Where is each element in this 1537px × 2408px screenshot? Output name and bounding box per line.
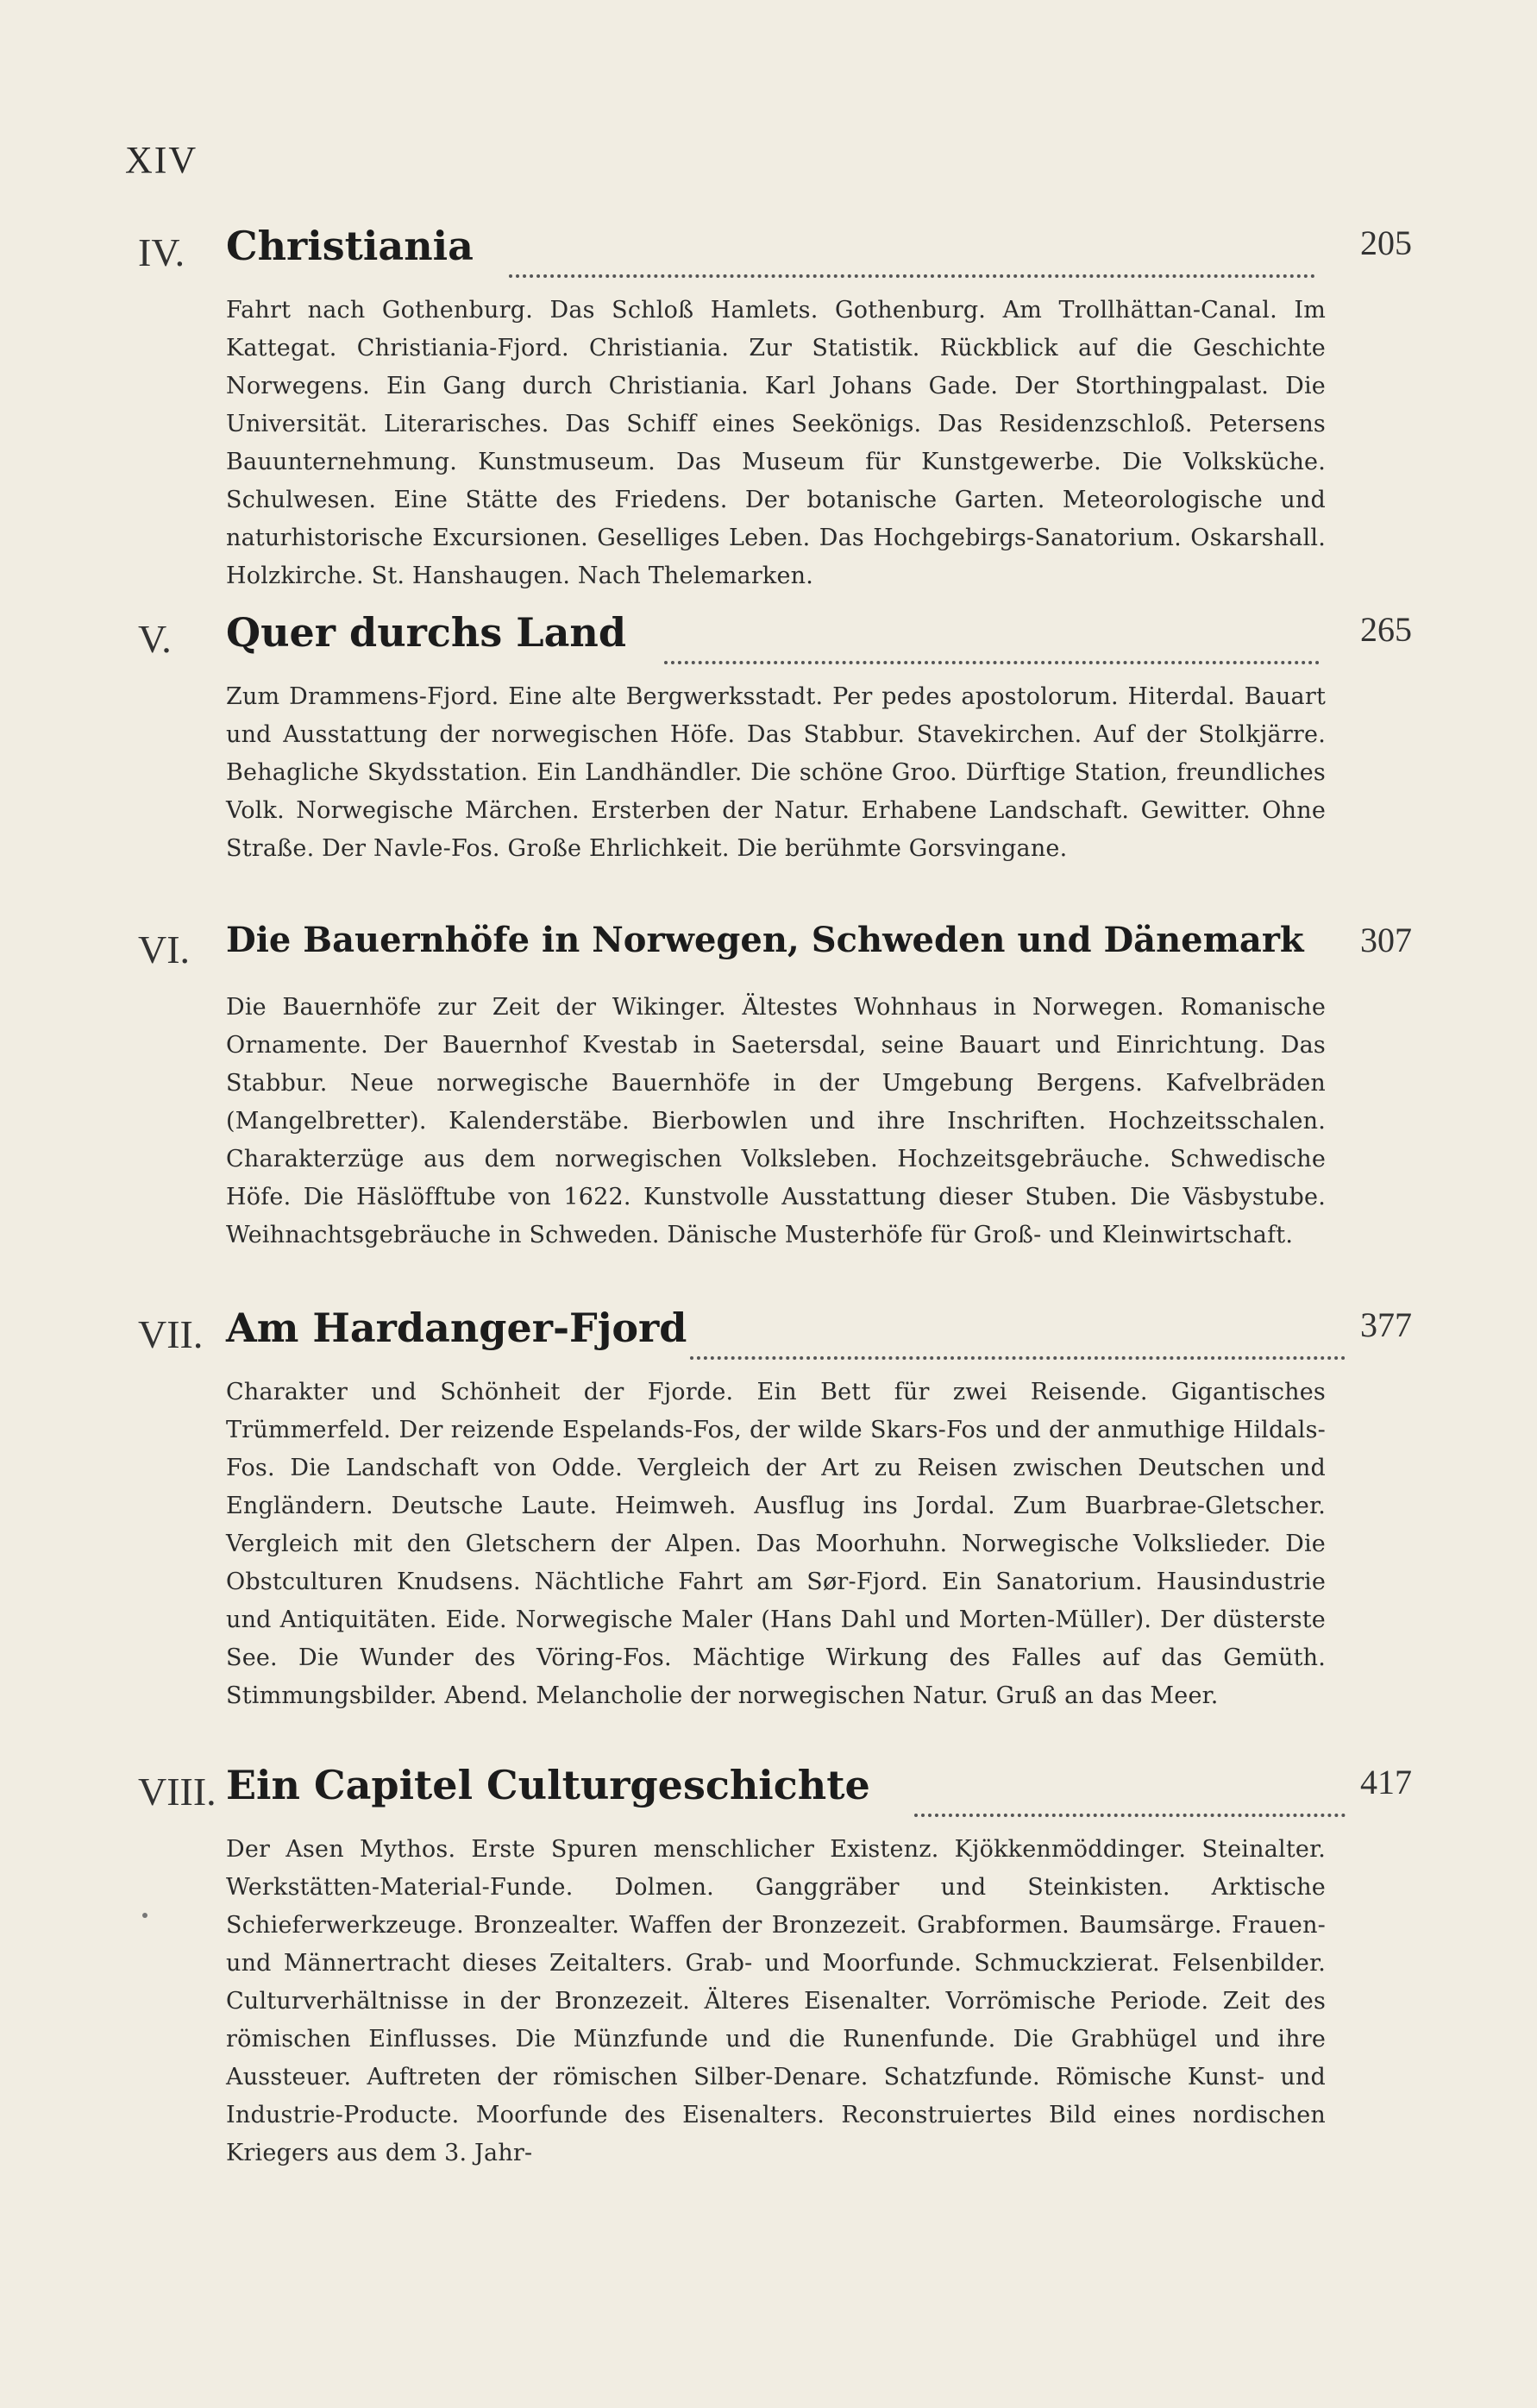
chapter-title: Am Hardanger-Fjord	[226, 1305, 687, 1351]
chapter-heading	[0, 920, 1537, 989]
margin-mark	[142, 1913, 147, 1918]
chapter-summary: Charakter und Schönheit der Fjorde. Ein Bett für zwei Reisende. Gigantisches Trümmerfeld. Der reizende Espelands-Fos, der wilde Skars-Fos und der anmuthige Hildals-Fos. Die Landschaft von Odde. Vergleich der Art zu Reisen zwischen Deutschen und Engländern. Deutsche Laute. Heimweh. Ausflug ins Jordal. Zum Buarbrae-Gletscher. Vergleich mit den Gletschern der Alpen. Das Moorhuhn. Norwegische Volkslieder. Die Obstculturen Knudsens. Nächtliche Fahrt am Sør-Fjord. Ein Sanatorium. Hausindustrie und Antiquitäten. Eide. Norwegische Maler (Hans Dahl und Morten-Müller). Der düsterste See. Die Wunder des Vöring-Fos. Mächtige Wirkung des Falles auf das Gemüth. Stimmungsbilder. Abend. Melancholie der norwegischen Natur. Gruß an das Meer.	[226, 1379, 1326, 1709]
chapter-page-number: 205	[1360, 223, 1412, 262]
chapter-numeral: IV.	[138, 230, 185, 274]
dot-leader	[509, 223, 1315, 278]
chapter-numeral: V.	[138, 617, 172, 661]
chapter-heading	[0, 223, 1537, 292]
chapter-entry	[0, 223, 1537, 595]
chapter-heading	[0, 1762, 1537, 1831]
chapter-entry	[0, 1762, 1537, 2172]
chapter-title: Christiania	[226, 223, 474, 269]
dot-leader	[914, 1762, 1346, 1817]
chapter-summary: Die Bauernhöfe zur Zeit der Wikinger. Ältestes Wohnhaus in Norwegen. Romanische Ornamente. Der Bauernhof Kvestab in Saetersdal, seine Bauart und Einrichtung. Das Stabbur. Neue norwegische Bauernhöfe in der Umgebung Bergens. Kafvelbräden (Mangelbretter). Kalenderstäbe. Bierbowlen und ihre Inschriften. Hochzeitsschalen. Charakterzüge aus dem norwegischen Volksleben. Hochzeitsgebräuche. Schwedische Höfe. Die Häslöfftube von 1622. Kunstvolle Ausstattung dieser Stuben. Die Väsbystube. Weihnachtsgebräuche in Schweden. Dänische Musterhöfe für Groß- und Kleinwirtschaft.	[226, 994, 1326, 1248]
dot-leader	[664, 609, 1320, 664]
chapter-page-number: 265	[1360, 610, 1412, 649]
chapter-page-number: 307	[1360, 921, 1412, 959]
chapter-heading	[0, 609, 1537, 678]
chapter-page-number: 417	[1360, 1763, 1412, 1801]
chapter-numeral: VII.	[138, 1312, 204, 1356]
chapter-entry	[0, 920, 1537, 1254]
dot-leader	[690, 1305, 1346, 1360]
chapter-title: Quer durchs Land	[226, 609, 626, 656]
chapter-summary: Fahrt nach Gothenburg. Das Schloß Hamlets. Gothenburg. Am Trollhättan-Canal. Im Kattegat. Christiania-Fjord. Christiania. Zur Statistik. Rückblick auf die Geschichte Norwegens. Ein Gang durch Christiania. Karl Johans Gade. Der Storthingpalast. Die Universität. Literarisches. Das Schiff eines Seekönigs. Das Residenzschloß. Petersens Bauunternehmung. Kunstmuseum. Das Museum für Kunstgewerbe. Die Volksküche. Schulwesen. Eine Stätte des Friedens. Der botanische Garten. Meteorologische und naturhistorische Excursionen. Geselliges Leben. Das Hochgebirgs-Sanatorium. Oskarshall. Holzkirche. St. Hanshaugen. Nach Thelemarken.	[226, 297, 1326, 589]
chapter-numeral: VIII.	[138, 1770, 216, 1814]
chapter-page-number: 377	[1360, 1305, 1412, 1344]
chapter-title: Ein Capitel Culturgeschichte	[226, 1762, 870, 1808]
chapter-title: Die Bauernhöfe in Norwegen, Schweden und Dänemark	[226, 920, 1304, 960]
chapter-summary: Zum Drammens-Fjord. Eine alte Bergwerksstadt. Per pedes apostolorum. Hiterdal. Bauart und Ausstattung der norwegischen Höfe. Das Stabbur. Stavekirchen. Auf der Stolkjärre. Behagliche Skydsstation. Ein Landhändler. Die schöne Groo. Dürftige Station, freundliches Volk. Norwegische Märchen. Ersterben der Natur. Erhabene Landschaft. Gewitter. Ohne Straße. Der Navle-Fos. Große Ehrlichkeit. Die berühmte Gorsvingane.	[226, 683, 1326, 862]
chapter-entry	[0, 1305, 1537, 1715]
chapter-summary: Der Asen Mythos. Erste Spuren menschlicher Existenz. Kjökkenmöddinger. Steinalter. Werkstätten-Material-Funde. Dolmen. Ganggräber und Steinkisten. Arktische Schieferwerkzeuge. Bronzealter. Waffen der Bronzezeit. Grabformen. Baumsärge. Frauen- und Männertracht dieses Zeitalters. Grab- und Moorfunde. Schmuckzierat. Felsenbilder. Culturverhältnisse in der Bronzezeit. Älteres Eisenalter. Vorrömische Periode. Zeit des römischen Einflusses. Die Münzfunde und die Runenfunde. Die Grabhügel und ihre Aussteuer. Auftreten der römischen Silber-Denare. Schatzfunde. Römische Kunst- und Industrie-Producte. Moorfunde des Eisenalters. Reconstruiertes Bild eines nordischen Kriegers aus dem 3. Jahr-	[226, 1836, 1326, 2166]
chapter-heading	[0, 1305, 1537, 1374]
chapter-entry	[0, 609, 1537, 868]
page-number: XIV	[125, 139, 198, 181]
chapter-numeral: VI.	[138, 927, 191, 971]
